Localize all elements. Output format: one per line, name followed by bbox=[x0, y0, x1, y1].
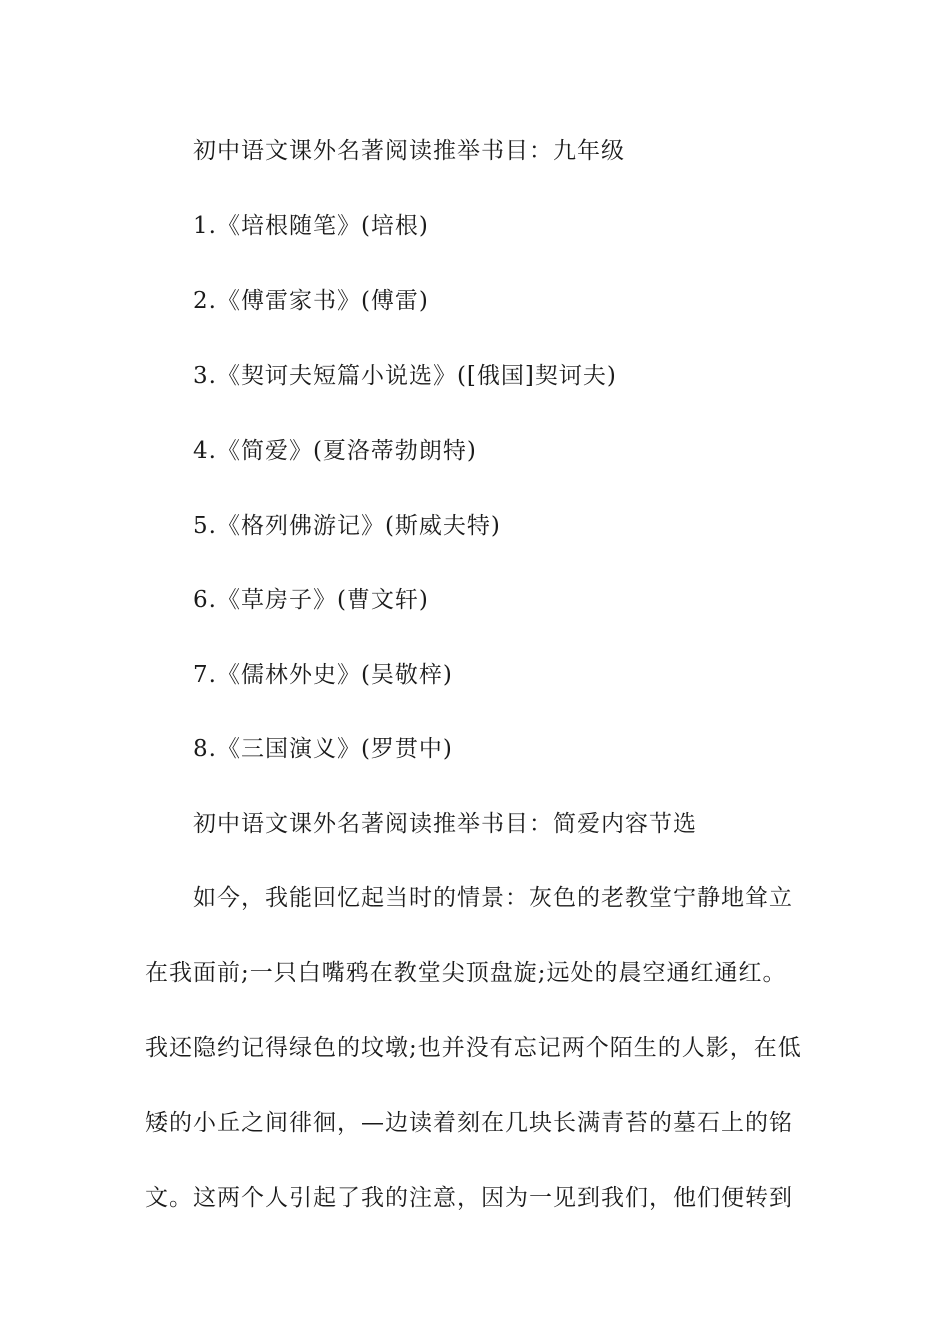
book-item-5: 5.《格列佛游记》(斯威夫特) bbox=[193, 513, 501, 539]
excerpt-line-2: 在我面前;一只白嘴鸦在教堂尖顶盘旋;远处的晨空通红通红。 bbox=[145, 960, 787, 986]
book-item-7: 7.《儒林外史》(吴敬梓) bbox=[193, 662, 453, 688]
heading-grade9: 初中语文课外名著阅读推举书目：九年级 bbox=[193, 138, 625, 164]
book-item-6: 6.《草房子》(曹文轩) bbox=[193, 587, 429, 613]
excerpt-line-4: 矮的小丘之间徘徊，—边读着刻在几块长满青苔的墓石上的铭 bbox=[145, 1110, 793, 1136]
book-item-3: 3.《契诃夫短篇小说选》([俄国]契诃夫) bbox=[193, 363, 617, 389]
excerpt-line-1: 如今，我能回忆起当时的情景：灰色的老教堂宁静地耸立 bbox=[193, 885, 793, 911]
excerpt-line-3: 我还隐约记得绿色的坟墩;也并没有忘记两个陌生的人影，在低 bbox=[145, 1035, 802, 1061]
book-item-4: 4.《简爱》(夏洛蒂勃朗特) bbox=[193, 438, 477, 464]
book-item-2: 2.《傅雷家书》(傅雷) bbox=[193, 288, 429, 314]
heading-excerpt: 初中语文课外名著阅读推举书目：简爱内容节选 bbox=[193, 811, 697, 837]
book-item-1: 1.《培根随笔》(培根) bbox=[193, 213, 429, 239]
excerpt-line-5: 文。这两个人引起了我的注意，因为一见到我们，他们便转到 bbox=[145, 1185, 793, 1211]
book-item-8: 8.《三国演义》(罗贯中) bbox=[193, 736, 453, 762]
